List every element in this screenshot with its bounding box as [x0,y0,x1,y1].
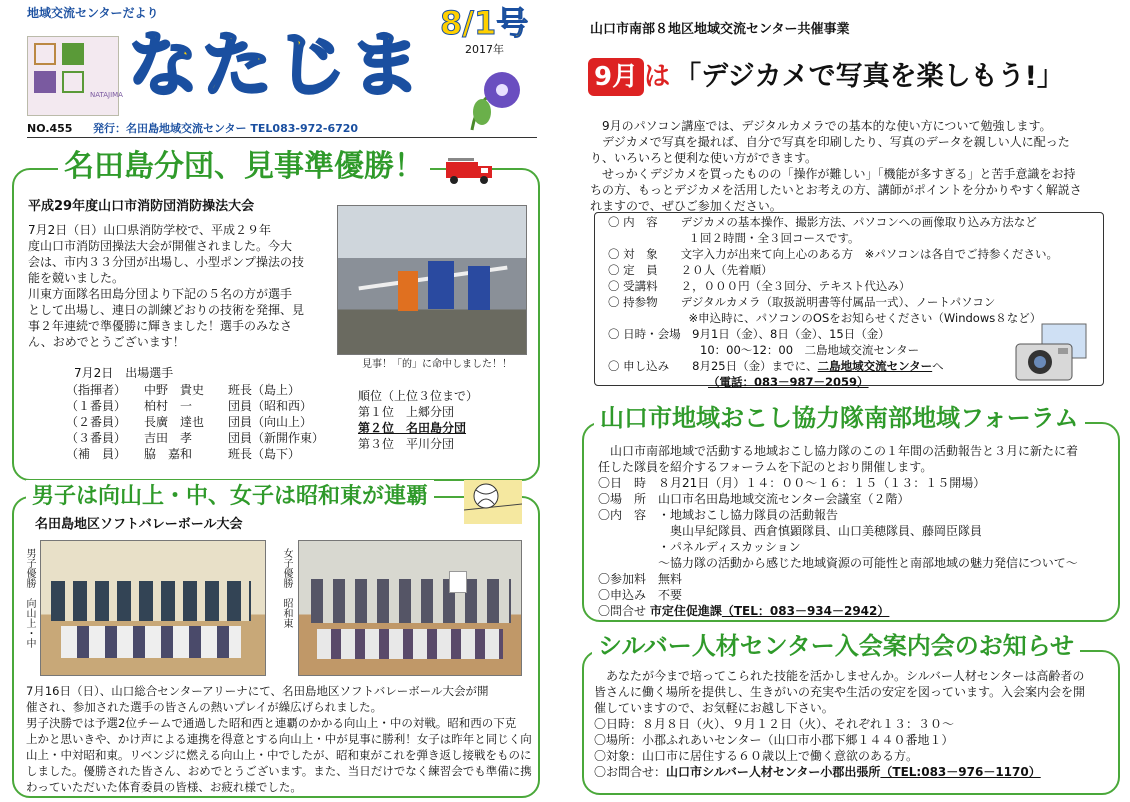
camera-tel: （電話：083－987－2059） [708,375,869,389]
volley-body-line: 山上・中対昭和東。リベンジに燃える向山上・中でしたが、昭和東がこれを弾き返し接戦をものに [26,748,532,762]
fire-drill-photo [337,205,527,355]
camera-detail-line: 〇 定 員 ２０人（先着順） [608,263,773,277]
women-team-photo [298,540,522,676]
camera-intro-line: り、いろいろと便利な使い方ができます。 [590,151,818,165]
silver-line: 〇日時：８月８日（火）、９月１２日（火）、それぞれ１３：３０～ [594,717,955,731]
fire-body-line: 7月2日（日）山口県消防学校で、平成２９年 [28,223,272,237]
camera-intro-line: ちの方、もっとデジカメを活用したいとお考えの方、講師がポイントを分かりやすく解説さ [590,183,1082,197]
volley-body-line: 男子決勝では予選2位チームで通過した昭和西と連覇のかかる向山上・中の対戦。昭和西の下克 [26,716,517,730]
volley-body-line: 催され、参加された選手の皆さんの熱いプレイが繰広げられました。 [26,700,383,714]
volley-body-line: 上かと思いきや、かけ声による連携を得意とする向山上・中が見事に勝利！女子は昨年と同じく向 [26,732,532,746]
volley-body-line: わっていただいた体育委員の皆様、お疲れ様でした。 [26,780,302,794]
player-row [66,414,324,430]
player-role: （２番員） [66,415,127,429]
fire-body-line: 川東方面隊名田島分団より下記の５名の方が選手 [28,287,293,301]
natajima-logo [27,36,123,116]
camera-detail-line: 〇 受講料 ２，０００円（全３回分、テキスト代込み） [608,279,911,293]
newsletter-title: なたじま [128,24,424,106]
fire-headline: 名田島分団、見事準優勝！ [58,146,430,188]
camera-kicker: 山口市南部８地区地域交流センター共催事業 [590,22,850,37]
player-row [66,430,324,446]
digital-camera-icon [1012,322,1088,384]
camera-detail-line: ※申込時に、パソコンのOSをお知らせください（Windows８など） [608,311,1042,325]
player-role: （補 員） [66,447,127,461]
newsletter-series: 地域交流センターだより [27,6,159,20]
fire-body-line: として出場し、連日の訓練どおりの技術を発揮、見 [28,303,305,317]
fire-body-line: 能を競いました。 [28,271,125,285]
player-team: 班長（島下） [228,447,301,461]
camera-title-ha: は [644,62,671,92]
ranking-title: 順位（上位３位まで） [358,389,479,403]
issue-year: 2017年 [465,43,504,56]
player-team: 団員（新開作東） [228,431,325,445]
forum-contact-label: 〇問合せ [598,604,647,618]
silver-body [594,668,1085,780]
camera-detail-line: 〇 内 容 デジカメの基本操作、撮影方法、パソコンへの画像取り込み方法など [608,215,1037,229]
camera-detail-line: １回２時間・全３回コースです。 [608,231,860,245]
forum-body [598,443,1078,619]
player-role: （１番員） [66,399,127,413]
player-team: 団員（向山上） [228,415,313,429]
camera-apply-place: 二島地域交流センター [817,359,933,373]
silver-contact-label: 〇お問合せ： [594,765,667,779]
issue-number: NO.455 [27,122,73,135]
forum-line: 山口市南部地域で活動する地域おこし協力隊のこの１年間の活動報告と３月に新たに着 [610,444,1079,458]
forum-contact-tel: （TEL：083－934－2942） [721,604,890,618]
fire-subhead: 平成29年度山口市消防団消防操法大会 [28,199,255,214]
camera-intro-line: デジカメで写真を撮れば、自分で写真を印刷したり、写真のデータを親しい人に配った [602,135,1070,149]
men-team-photo [40,540,266,676]
silver-line: 皆さんに働く場所を提供し、生きがいの充実や生活の安定を図っています。入会案内会を開 [594,685,1086,699]
silver-line: 〇対象：山口市に居住する６０歳以上で働く意欲のある方。 [594,749,919,763]
camera-details [608,214,1058,390]
silver-line: あなたが今まで培ってこられた技能を活かしませんか。シルバー人材センターは高齢者の [606,669,1085,683]
player-row [66,382,324,398]
camera-detail-line: 〇 持参物 デジタルカメラ（取扱説明書等付属品一式）、ノートパソコン [608,295,996,309]
volley-body-line: 7月16日（日）、山口総合センターアリーナにて、名田島地区ソフトバレーボール大会が開 [26,684,489,698]
silver-contact-org: 山口市シルバー人材センター小郡出張所 [666,765,881,779]
player-row [66,398,324,414]
camera-detail-line: 〇 対 象 文字入力が出来て向上心のある方 ※パソコンは各自でご持参ください。 [608,247,1059,261]
camera-detail-line: 10：00～12：00 二島地域交流センター [608,343,920,357]
fire-body-line: 事２年連続で準優勝に輝きました！選手のみなさ [28,319,293,333]
logo-text: NATAJIMA [90,91,123,99]
forum-headline: 山口市地域おこし協力隊南部地域フォーラム [594,400,1085,436]
forum-line: 〇申込み 不要 [598,588,683,602]
players-title: 7月2日 出場選手 [74,366,174,380]
fire-photo-caption: 見事！「的」に命中しました！！ [362,359,512,370]
fire-body-line: 度山口市消防団操法大会が開催されました。今大 [28,239,293,253]
publisher-info: 発行：名田島地域交流センター TEL083-972-6720 [93,122,359,135]
camera-apply-text: 〇 申し込み 8月25日（金）までに、 [608,359,818,373]
camera-intro-line: せっかくデジカメを買ったものの「操作が難しい」「機能が多すぎる」と苦手意識をお持 [602,167,1076,181]
ranking [358,388,478,452]
fire-body-line: ん、おめでとうございます！ [28,335,185,349]
forum-line: 〇参加料 無料 [598,572,683,586]
ranking-item-highlight: 第２位 名田島分団 [358,421,467,435]
volley-subhead: 名田島地区ソフトバレーボール大会 [35,517,243,532]
forum-line: ～協力隊の活動から感じた地域資源の可能性と南部地域の魅力発信について～ [598,556,1078,570]
camera-intro-line: れますので、ぜひご参加ください。 [590,199,782,213]
players-list [66,382,324,462]
silver-line: 〇場所：小郡ふれあいセンター（山口市小郡下郷１４４０番地１） [594,733,954,747]
camera-title-month: 9月 [588,58,644,96]
fire-body [28,222,328,350]
silver-headline: シルバー人材センター入会案内会のお知らせ [592,628,1080,664]
forum-contact-org: 市定住促進課 [649,604,722,618]
men-champion-label: 男子優勝 向山上・中 [24,548,35,648]
fire-truck-icon [444,156,494,184]
issue-date: 8/1号 [440,4,529,42]
camera-intro-line: 9月のパソコン講座では、デジタルカメラでの基本的な使い方について勉強します。 [602,119,1052,133]
volley-body-line: しました。優勝された皆さん、おめでとうございます。また、当日だけでなく練習会でも準備に携 [26,764,532,778]
player-name: 吉田 孝 [144,431,193,445]
player-row [66,446,324,462]
player-role: （３番員） [66,431,127,445]
player-name: 柏村 一 [144,399,193,413]
forum-line: 奥山早紀隊員、西倉慎顕隊員、山口美穂隊員、藤岡臣隊員 [598,524,983,538]
forum-contact [598,603,1078,619]
volley-body [26,683,536,795]
camera-detail-line: 〇 日時・会場 9月1日（金）、8日（金）、15日（金） [608,327,890,341]
player-name: 中野 貴史 [144,383,205,397]
camera-intro [590,118,1110,214]
camera-apply-line [608,358,1058,374]
header-rule [27,137,537,138]
silver-contact [594,764,1085,780]
volley-headline: 男子は向山上・中、女子は昭和東が連覇 [26,480,434,514]
women-champion-label: 女子優勝 昭和東 [281,548,292,628]
player-role: （指揮者） [66,383,127,397]
forum-line: 任した隊員を紹介するフォーラムを下記のとおり開催します。 [598,460,933,474]
forum-line: 〇日 時 ８月21日（月）１４：００～１６：１５（１３：１５開場） [598,476,986,490]
player-name: 長廣 達也 [144,415,205,429]
player-team: 班長（島上） [228,383,301,397]
player-team: 団員（昭和西） [228,399,313,413]
morning-glory-icon [462,60,528,132]
forum-line: 〇内 容 ・地域おこし協力隊員の活動報告 [598,508,839,522]
fire-body-line: 会は、市内３３分団が出場し、小型ポンプ操法の技 [28,255,305,269]
volleyball-icon [464,480,522,524]
forum-line: 〇場 所 山口市名田島地域交流センター会議室（２階） [598,492,910,506]
ranking-item: 第３位 平川分団 [358,437,455,451]
player-name: 脇 嘉和 [144,447,193,461]
silver-contact-tel: （TEL:083－976－1170） [880,765,1041,779]
silver-line: 催していますので、お気軽にお越し下さい。 [594,701,834,715]
camera-apply-suffix: へ [932,359,944,373]
camera-title-main: 「デジカメで写真を楽しもう!」 [674,61,1064,92]
camera-title [588,58,1064,96]
forum-line: ・パネルディスカッション [598,540,801,554]
ranking-item: 第１位 上郷分団 [358,405,455,419]
